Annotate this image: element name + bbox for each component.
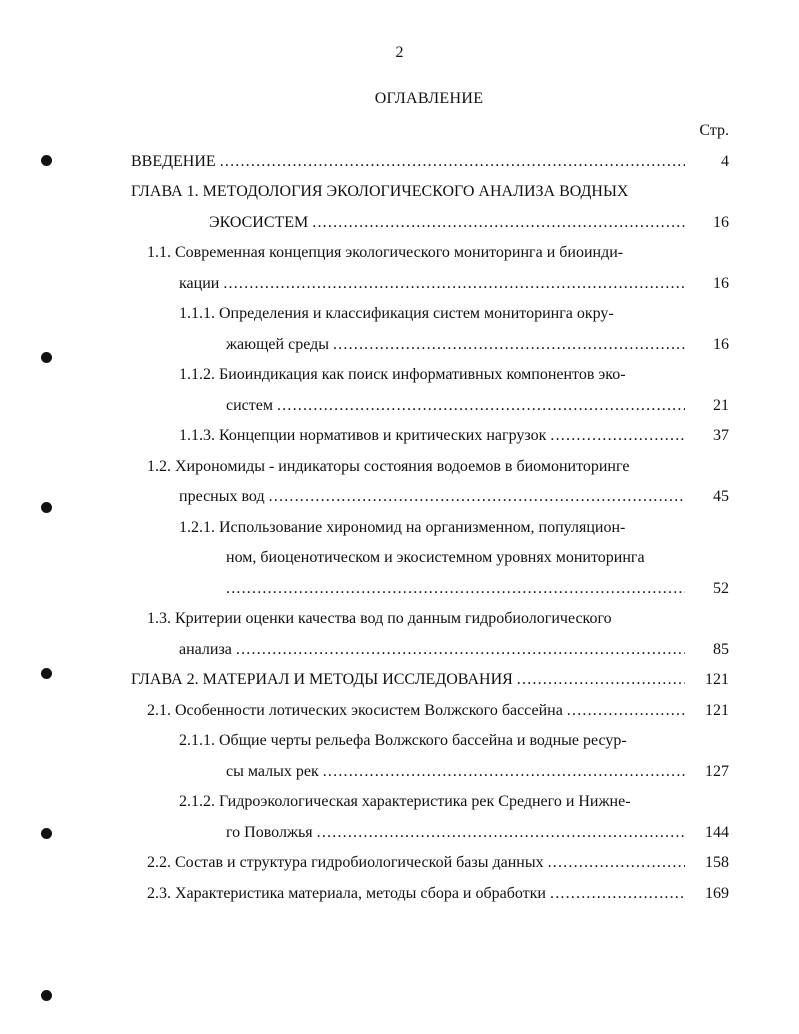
toc-entry-page: 4 — [721, 153, 729, 170]
punch-hole-mark — [41, 155, 52, 166]
toc-entry-text: жающей среды — [226, 336, 329, 353]
toc-entry-1-2-1-leader — [226, 577, 685, 601]
toc-entry-page: 127 — [705, 763, 729, 780]
toc-entry-page: 158 — [705, 854, 729, 871]
leader-dots — [567, 699, 685, 723]
toc-entry-2-3 — [147, 882, 685, 906]
toc-entry-1-1-2 — [179, 363, 689, 387]
leader-dots — [548, 851, 685, 875]
page-column-header: Стр. — [699, 122, 729, 139]
toc-entry-text: ном, биоценотическом и экосистемном уровнях мониторинга — [226, 549, 645, 566]
toc-entry-chapter-1-cont — [209, 211, 685, 235]
toc-entry-1-1-3 — [179, 424, 685, 448]
leader-dots — [550, 424, 685, 448]
toc-entry-text: систем — [226, 397, 273, 414]
toc-title: ОГЛАВЛЕНИЕ — [374, 90, 484, 107]
toc-entry-text: 1.1.1. Определения и классификация систем мониторинга окру- — [179, 305, 614, 322]
punch-hole-mark — [41, 990, 52, 1001]
toc-entry-text: анализа — [179, 641, 232, 658]
toc-entry-page: 16 — [713, 275, 729, 292]
toc-entry-page: 37 — [713, 427, 729, 444]
toc-entry-chapter-2 — [131, 668, 685, 692]
toc-entry-chapter-1 — [131, 180, 691, 204]
toc-entry-page: 16 — [713, 214, 729, 231]
toc-entry-text: пресных вод — [179, 488, 265, 505]
toc-entry-1-2-cont — [179, 485, 685, 509]
toc-entry-page: 85 — [713, 641, 729, 658]
leader-dots — [312, 211, 685, 235]
leader-dots — [223, 272, 685, 296]
toc-entry-2-1-1-cont — [226, 760, 685, 784]
toc-entry-text: ЭКОСИСТЕМ — [209, 214, 309, 231]
toc-entry-text: 2.1. Особенности лотических экосистем Волжского бассейна — [147, 702, 563, 719]
punch-hole-mark — [41, 668, 52, 679]
toc-entry-text: го Поволжья — [226, 824, 313, 841]
toc-entry-1-2 — [147, 455, 692, 479]
toc-entry-text: 2.2. Состав и структура гидробиологической базы данных — [147, 854, 544, 871]
toc-entry-text: сы малых рек — [226, 763, 319, 780]
leader-dots — [550, 882, 685, 906]
toc-entry-1-3-cont — [179, 638, 685, 662]
toc-entry-2-1-2-cont — [226, 821, 685, 845]
toc-entry-1-2-1-cont — [226, 546, 686, 570]
toc-entry-text: ВВЕДЕНИЕ — [131, 153, 216, 170]
leader-dots — [333, 333, 685, 357]
toc-entry-text: 1.2. Хирономиды - индикаторы состояния водоемов в биомониторинге — [147, 458, 630, 475]
toc-entry-2-1-2 — [179, 790, 689, 814]
toc-entry-2-2 — [147, 851, 685, 875]
toc-entry-page: 121 — [705, 671, 729, 688]
leader-dots — [226, 577, 685, 601]
toc-entry-1-3 — [147, 607, 687, 631]
leader-dots — [236, 638, 685, 662]
toc-entry-page: 144 — [705, 824, 729, 841]
toc-entry-page: 169 — [705, 885, 729, 902]
leader-dots — [269, 485, 685, 509]
punch-hole-mark — [41, 352, 52, 363]
page-number: 2 — [395, 44, 404, 61]
toc-entry-text: ГЛАВА 2. МАТЕРИАЛ И МЕТОДЫ ИССЛЕДОВАНИЯ — [131, 671, 513, 688]
toc-entry-page: 52 — [713, 580, 729, 597]
toc-entry-text: 1.1.3. Концепции нормативов и критических нагрузок — [179, 427, 547, 444]
toc-entry-page: 121 — [705, 702, 729, 719]
toc-entry-page: 45 — [713, 488, 729, 505]
toc-entry-introduction — [131, 150, 685, 174]
toc-entry-text: 2.3. Характеристика материала, методы сбора и обработки — [147, 885, 546, 902]
leader-dots — [220, 150, 685, 174]
toc-entry-text: ГЛАВА 1. МЕТОДОЛОГИЯ ЭКОЛОГИЧЕСКОГО АНАЛИЗА ВОДНЫХ — [131, 183, 629, 200]
toc-entry-text: 1.1.2. Биоиндикация как поиск информативных компонентов эко- — [179, 366, 626, 383]
toc-entry-1-1-1 — [179, 302, 689, 326]
toc-entry-1-1-2-cont — [226, 394, 685, 418]
toc-entry-1-1-cont — [179, 272, 685, 296]
toc-entry-1-2-1 — [179, 516, 689, 540]
toc-entry-text: 2.1.2. Гидроэкологическая характеристика рек Среднего и Нижне- — [179, 793, 631, 810]
toc-entry-2-1 — [147, 699, 685, 723]
leader-dots — [277, 394, 685, 418]
leader-dots — [323, 760, 685, 784]
punch-hole-mark — [41, 828, 52, 839]
toc-entry-2-1-1 — [179, 729, 689, 753]
leader-dots — [517, 668, 685, 692]
toc-entry-text: 1.2.1. Использование хирономид на организменном, популяцион- — [179, 519, 626, 536]
toc-entry-page: 21 — [713, 397, 729, 414]
toc-entry-text: кации — [179, 275, 220, 292]
toc-entry-1-1 — [147, 241, 687, 265]
toc-entry-page: 16 — [713, 336, 729, 353]
toc-entry-text: 1.3. Критерии оценки качества вод по данным гидробиологического — [147, 610, 612, 627]
leader-dots — [317, 821, 685, 845]
punch-hole-mark — [41, 502, 52, 513]
toc-entry-text: 1.1. Современная концепция экологического мониторинга и биоинди- — [147, 244, 624, 261]
toc-entry-1-1-1-cont — [226, 333, 685, 357]
toc-entry-text: 2.1.1. Общие черты рельефа Волжского бассейна и водные ресур- — [179, 732, 627, 749]
